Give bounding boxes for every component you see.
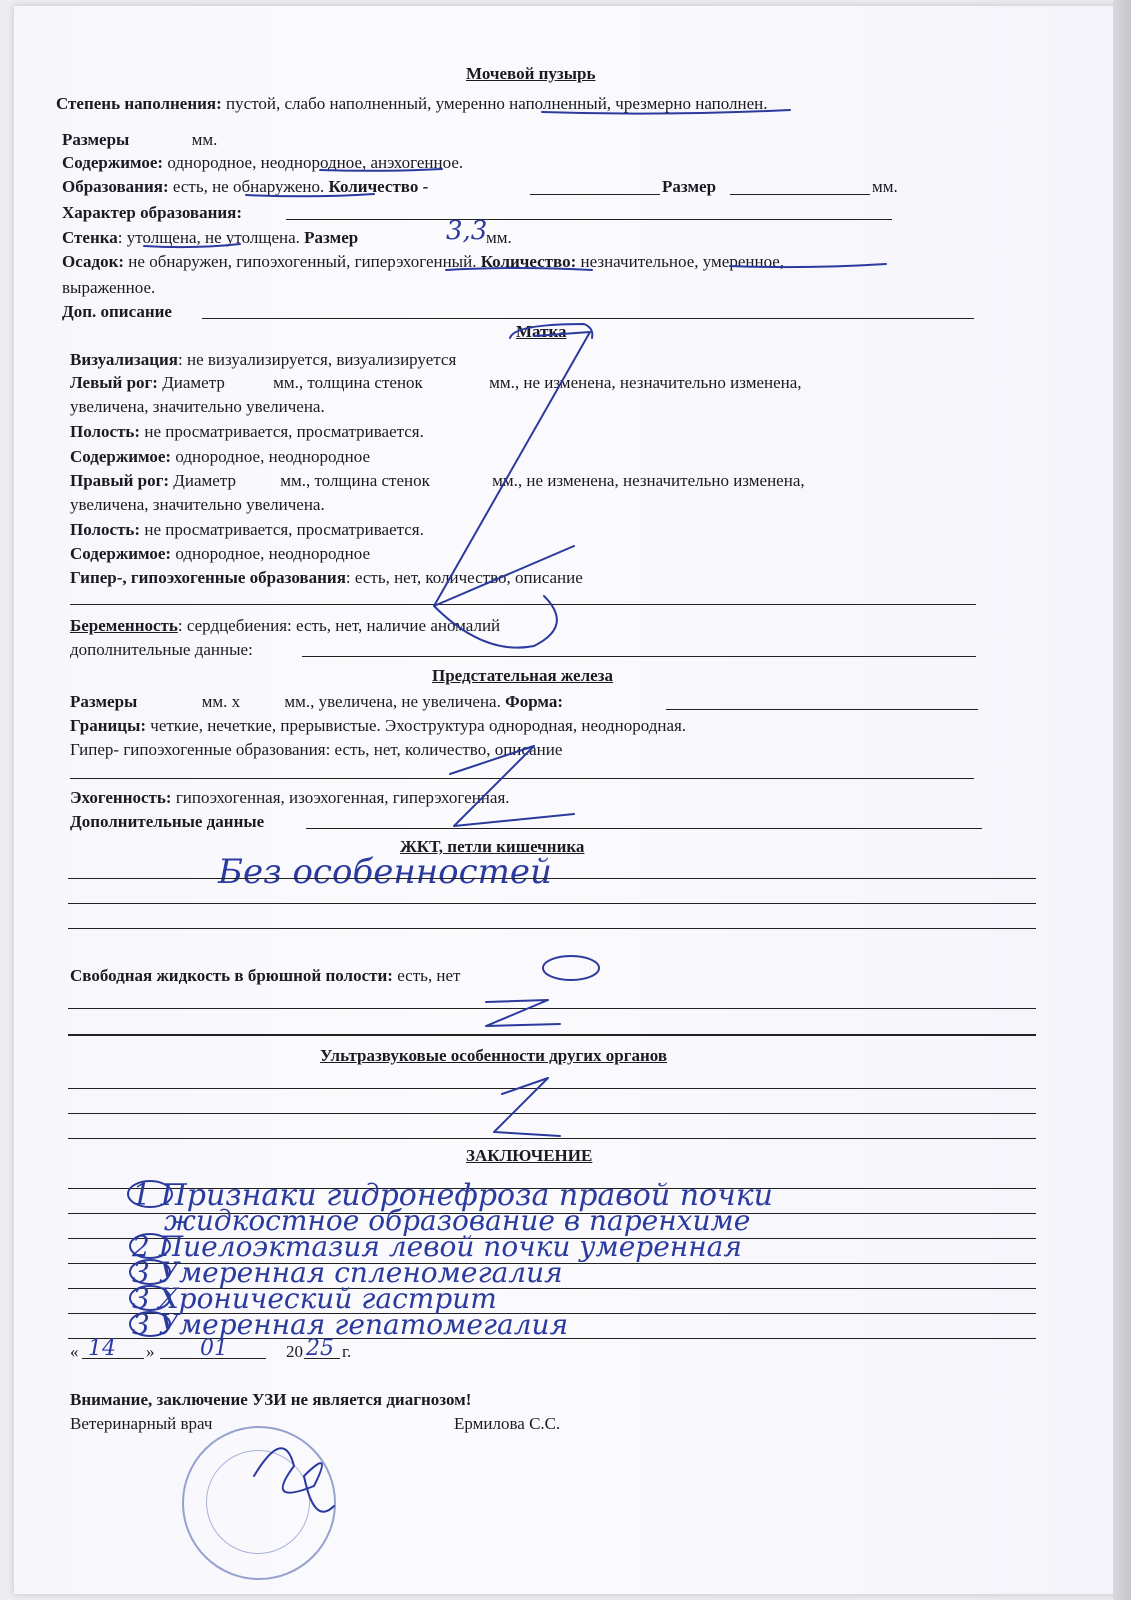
- prostate-borders-options: четкие, нечеткие, прерывистые. Эхоструктура однородная, неоднородная.: [150, 716, 687, 735]
- gi-handwritten: Без особенностей: [218, 852, 552, 892]
- uterus-visual-label: Визуализация: [70, 350, 178, 369]
- conclusion-heading: ЗАКЛЮЧЕНИЕ: [466, 1146, 593, 1165]
- signature: [254, 1448, 334, 1511]
- fluid-options: есть, нет: [397, 966, 461, 985]
- uterus-formations-label: Гипер-, гипоэхогенные образования: [70, 568, 346, 587]
- bladder-size-unit: мм.: [191, 130, 218, 149]
- z-fluid: [486, 1000, 560, 1026]
- underline-fill: [542, 110, 790, 114]
- bladder-formations-options: есть, не обнаружено.: [172, 177, 325, 196]
- prostate-size-options: мм., увеличена, не увеличена.: [284, 692, 501, 711]
- prostate-extra-label: Дополнительные данные: [70, 812, 265, 831]
- doctor-label: Ветеринарный врач: [70, 1414, 213, 1433]
- prostate-size-mid: мм. х: [201, 692, 241, 711]
- prostate-formations: Гипер- гипоэхогенные образования: есть, нет, количество, описание: [70, 740, 563, 759]
- uterus-left-horn-label: Левый рог:: [70, 373, 158, 392]
- circle-item-4: [130, 1286, 170, 1310]
- uterus-right-options: мм., не изменена, незначительно изменена,: [492, 471, 805, 490]
- bladder-wall-size-value: 3,3: [446, 216, 488, 246]
- conclusion-item-6: 3 Умеренная гепатомегалия: [132, 1308, 569, 1341]
- form-sheet: [14, 6, 1118, 1594]
- conclusion-item-4: 3 Умеренная спленомегалия: [132, 1256, 563, 1289]
- bladder-extra-label: Доп. описание: [62, 302, 172, 321]
- fluid-label: Свободная жидкость в брюшной полости:: [70, 966, 393, 985]
- bladder-wall-size-unit: мм.: [486, 228, 512, 247]
- uterus-right-wall: мм., толщина стенок: [280, 471, 430, 490]
- date-month: 01: [200, 1336, 228, 1361]
- date-year-end: г.: [342, 1342, 352, 1361]
- bladder-size-label: Размеры: [62, 130, 130, 149]
- bladder-fill-options: пустой, слабо наполненный, умеренно наполненный, чрезмерно наполнен.: [226, 94, 768, 113]
- bladder-formation-size-label: Размер: [662, 177, 717, 196]
- z-uterus: [434, 332, 590, 606]
- underline-wall: [144, 244, 240, 247]
- underline-sediment-count: [730, 264, 886, 267]
- uterus-left-options: мм., не изменена, незначительно изменена,: [489, 373, 802, 392]
- bladder-content-label: Содержимое:: [62, 153, 164, 172]
- bladder-sediment-count-options-2: выраженное.: [62, 278, 156, 297]
- uterus-right-options-2: увеличена, значительно увеличена.: [70, 495, 325, 514]
- bladder-wall-options: : утолщена, не утолщена.: [117, 228, 300, 247]
- circle-uterus: [510, 324, 592, 338]
- bladder-formations-label: Образования:: [62, 177, 169, 196]
- circle-item-5: [130, 1312, 170, 1336]
- doctor-name: Ермилова С.С.: [454, 1414, 561, 1433]
- conclusion-warning: Внимание, заключение УЗИ не является диагнозом!: [70, 1390, 472, 1409]
- uterus-pregnancy-extra: дополнительные данные:: [70, 640, 253, 659]
- conclusion-item-1: 1 Признаки гидронефроза правой почки: [132, 1178, 773, 1213]
- bladder-heading: Мочевой пузырь: [466, 64, 596, 83]
- bladder-sediment-options: не обнаружен, гипоэхогенный, гиперэхогенный.: [128, 252, 477, 271]
- bladder-sediment-label: Осадок:: [62, 252, 125, 271]
- uterus-cavity-options: не просматривается, просматривается.: [144, 422, 424, 441]
- date-year-suffix: 25: [306, 1336, 334, 1361]
- uterus-right-horn-label: Правый рог:: [70, 471, 170, 490]
- z-prostate: [450, 746, 574, 826]
- uterus-visual-options: : не визуализируется, визуализируется: [178, 350, 457, 369]
- bladder-content-options: однородное, неоднородное, анэхогенное.: [167, 153, 464, 172]
- circle-item-1: [128, 1181, 172, 1207]
- bladder-sediment-count-options: незначительное, умеренное,: [580, 252, 785, 271]
- underline-content: [320, 169, 442, 171]
- uterus-pregnancy-label: Беременность: [70, 616, 178, 635]
- prostate-heading: Предстательная железа: [432, 666, 613, 685]
- other-heading: Ультразвуковые особенности других органов: [320, 1046, 667, 1065]
- bladder-sediment-count-label: Количество:: [480, 252, 577, 271]
- prostate-borders-label: Границы:: [70, 716, 147, 735]
- bladder-character-label: Характер образования:: [62, 203, 243, 222]
- circle-fluid-none: [543, 956, 599, 980]
- z-other-organs: [494, 1078, 560, 1136]
- uterus-right-diameter: Диаметр: [173, 471, 236, 490]
- uterus-left-wall: мм., толщина стенок: [273, 373, 423, 392]
- uterus-heading: Матка: [516, 322, 567, 341]
- uterus-formations-options: : есть, нет, количество, описание: [345, 568, 583, 587]
- uterus-pregnancy-options: : сердцебиения: есть, нет, наличие аномалий: [177, 616, 501, 635]
- uterus-content-options-2: однородное, неоднородное: [175, 544, 371, 563]
- prostate-echo-label: Эхогенность:: [70, 788, 172, 807]
- uterus-left-options-2: увеличена, значительно увеличена.: [70, 397, 325, 416]
- prostate-shape-label: Форма:: [505, 692, 564, 711]
- uterus-content-label: Содержимое:: [70, 447, 172, 466]
- uterus-cavity-options-2: не просматривается, просматривается.: [144, 520, 424, 539]
- underline-formations: [246, 194, 374, 196]
- conclusion-item-3: 2 Пиелоэктазия левой почки умеренная: [132, 1230, 742, 1263]
- underline-sediment: [446, 268, 592, 270]
- uterus-cavity-label: Полость:: [70, 422, 141, 441]
- bladder-formation-size-unit: мм.: [872, 177, 898, 196]
- conclusion-item-2: жидкостное образование в паренхиме: [164, 1204, 751, 1237]
- prostate-size-label: Размеры: [70, 692, 138, 711]
- uterus-cavity-label-2: Полость:: [70, 520, 141, 539]
- uterus-content-label-2: Содержимое:: [70, 544, 172, 563]
- bladder-fill-label: Степень наполнения:: [56, 94, 222, 113]
- date-year-prefix: 20: [286, 1342, 303, 1361]
- gi-heading: ЖКТ, петли кишечника: [400, 837, 585, 856]
- date-day: 14: [88, 1336, 116, 1361]
- date-close: »: [146, 1342, 155, 1361]
- bladder-wall-label: Стенка: [62, 228, 118, 247]
- bladder-count-label: Количество -: [328, 177, 429, 196]
- circle-item-3: [130, 1260, 170, 1284]
- date-open: «: [70, 1342, 79, 1361]
- bladder-wall-size-label: Размер: [304, 228, 359, 247]
- conclusion-item-5: 3 Хронический гастрит: [132, 1282, 497, 1315]
- circle-item-2: [130, 1234, 170, 1258]
- uterus-left-diameter: Диаметр: [162, 373, 225, 392]
- prostate-echo-options: гипоэхогенная, изоэхогенная, гиперэхогенная.: [175, 788, 510, 807]
- handwritten-marks: [14, 6, 1118, 1594]
- page-shadow-edge: [1113, 0, 1131, 1600]
- uterus-content-options: однородное, неоднородное: [175, 447, 371, 466]
